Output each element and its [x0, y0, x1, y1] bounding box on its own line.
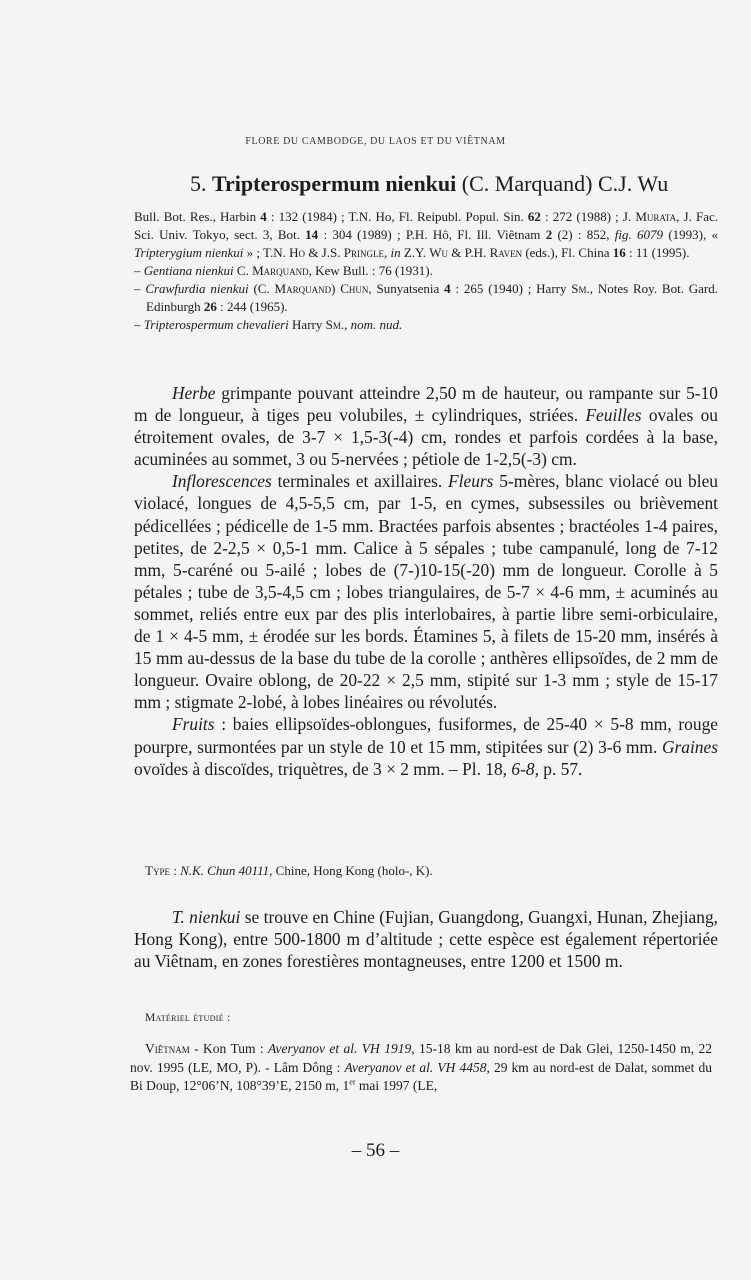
description-block — [134, 382, 718, 780]
description-paragraph-fruits: Fruits : baies ellipsoïdes-oblongues, fusiformes, de 25-40 × 5-8 mm, rouge pourpre, surmontées par un style de 10 et 15 mm, stipitées sur (2) 3-6 mm. Graines ovoïdes à discoïdes, triquètres, de 3 × 2 mm. – Pl. 18, 6-8, p. 57. — [134, 714, 718, 779]
bibliography-block — [134, 208, 718, 334]
distribution-paragraph: T. nienkui se trouve en Chine (Fujian, Guangdong, Guangxi, Hunan, Zhejiang, Hong Kong), entre 500-1800 m d’altitude ; cette espèce est également répertoriée au Viêtnam, en zones forestières montagneuses, entre 1200 et 1500 m. — [134, 907, 719, 972]
material-paragraph: Viêtnam - Kon Tum : Averyanov et al. VH 1919, 15-18 km au nord-est de Dak Glei, 1250-1450 m, 22 nov. 1995 (LE, MO, P). - Lâm Dông : Averyanov et al. VH 4458, 29 km au nord-est de Dalat, sommet du Bi Doup, 12°06’N, 108°39’E, 2150 m, 1er mai 1997 (LE, — [130, 1041, 712, 1093]
running-head: FLORE DU CAMBODGE, DU LAOS ET DU VIÊTNAM — [245, 136, 506, 147]
species-number: 5. — [190, 171, 212, 196]
species-name: Tripterospermum nienkui — [212, 171, 457, 196]
species-title — [190, 170, 668, 198]
distribution-block — [134, 906, 718, 972]
type-specimen: Type : N.K. Chun 40111, Chine, Hong Kong (holo-, K). — [145, 863, 433, 878]
synonym-crawfurdia: – Crawfurdia nienkui (C. Marquand) Chun, Sunyatsenia 4 : 265 (1940) ; Harry Sm., Notes Roy. Bot. Gard. Edinburgh 26 : 244 (1965). — [134, 281, 719, 314]
page-number: – 56 – — [351, 1140, 400, 1161]
synonym-gentiana: – Gentiana nienkui C. Marquand, Kew Bull. : 76 (1931). — [134, 263, 433, 278]
description-paragraph-flowers: Inflorescences terminales et axillaires. Fleurs 5-mères, blanc violacé ou bleu violacé, longues de 4,5-5,5 cm, par 1-5, en cymes, subsessiles ou brièvement pédicellées ; pédicelle de 1-5 mm. Bractées parfois absentes ; bractéoles 1-4 paires, petites, de 2-2,5 × 0,5-1 mm. Calice à 5 sépales ; tube campanulé, long de 7-12 mm, 5-caréné ou 5-ailé ; lobes de (7-)10-15(-20) mm de longueur. Corolle à 5 pétales ; tube de 3,5-4,5 cm ; lobes triangulaires, de 5-7 × 4-6 mm, ± acuminés au sommet, reliés entre eux par des plis interlobaires, à partie libre semi-orbiculaire, de 1 × 4-5 mm, ± érodée sur les bords. Étamines 5, à filets de 15-20 mm, insérés à 15 mm au-dessus de la base du tube de la corolle ; anthères ellipsoïdes, de 2 mm de longueur. Ovaire oblong, de 20-22 × 2,5 mm, stipité sur 1-3 mm ; style de 15-17 mm ; stigmate 2-lobé, à lobes linéaires ou révolutés. — [134, 471, 718, 713]
synonym-chevalieri: – Tripterospermum chevalieri Harry Sm., nom. nud. — [134, 317, 403, 332]
bibliography-citation: Bull. Bot. Res., Harbin 4 : 132 (1984) ; T.N. Ho, Fl. Reipubl. Popul. Sin. 62 : 272 (1988) ; J. Murata, J. Fac. Sci. Univ. Tokyo, sect. 3, Bot. 14 : 304 (1989) ; P.H. Hô, Fl. Ill. Viêtnam 2 (2) : 852, fig. 6079 (1993), « Tripterygium nienkui » ; T.N. Ho & J.S. Pringle, in Z.Y. Wu & P.H. Raven (eds.), Fl. China 16 : 11 (1995). — [134, 209, 718, 260]
material-block — [130, 1040, 712, 1096]
species-authority: (C. Marquand) C.J. Wu — [456, 171, 669, 196]
material-heading: Matériel étudié : — [145, 1012, 231, 1024]
description-paragraph-habit: Herbe grimpante pouvant atteindre 2,50 m de hauteur, ou rampante sur 5-10 m de longueur, à tiges peu volubiles, ± cylindriques, striées. Feuilles ovales ou étroitement ovales, de 3-7 × 1,5-3(-4) cm, rondes et parfois cordées à la base, acuminées au sommet, 3 ou 5-nervées ; pétiole de 1-2,5(-3) cm. — [134, 383, 719, 470]
